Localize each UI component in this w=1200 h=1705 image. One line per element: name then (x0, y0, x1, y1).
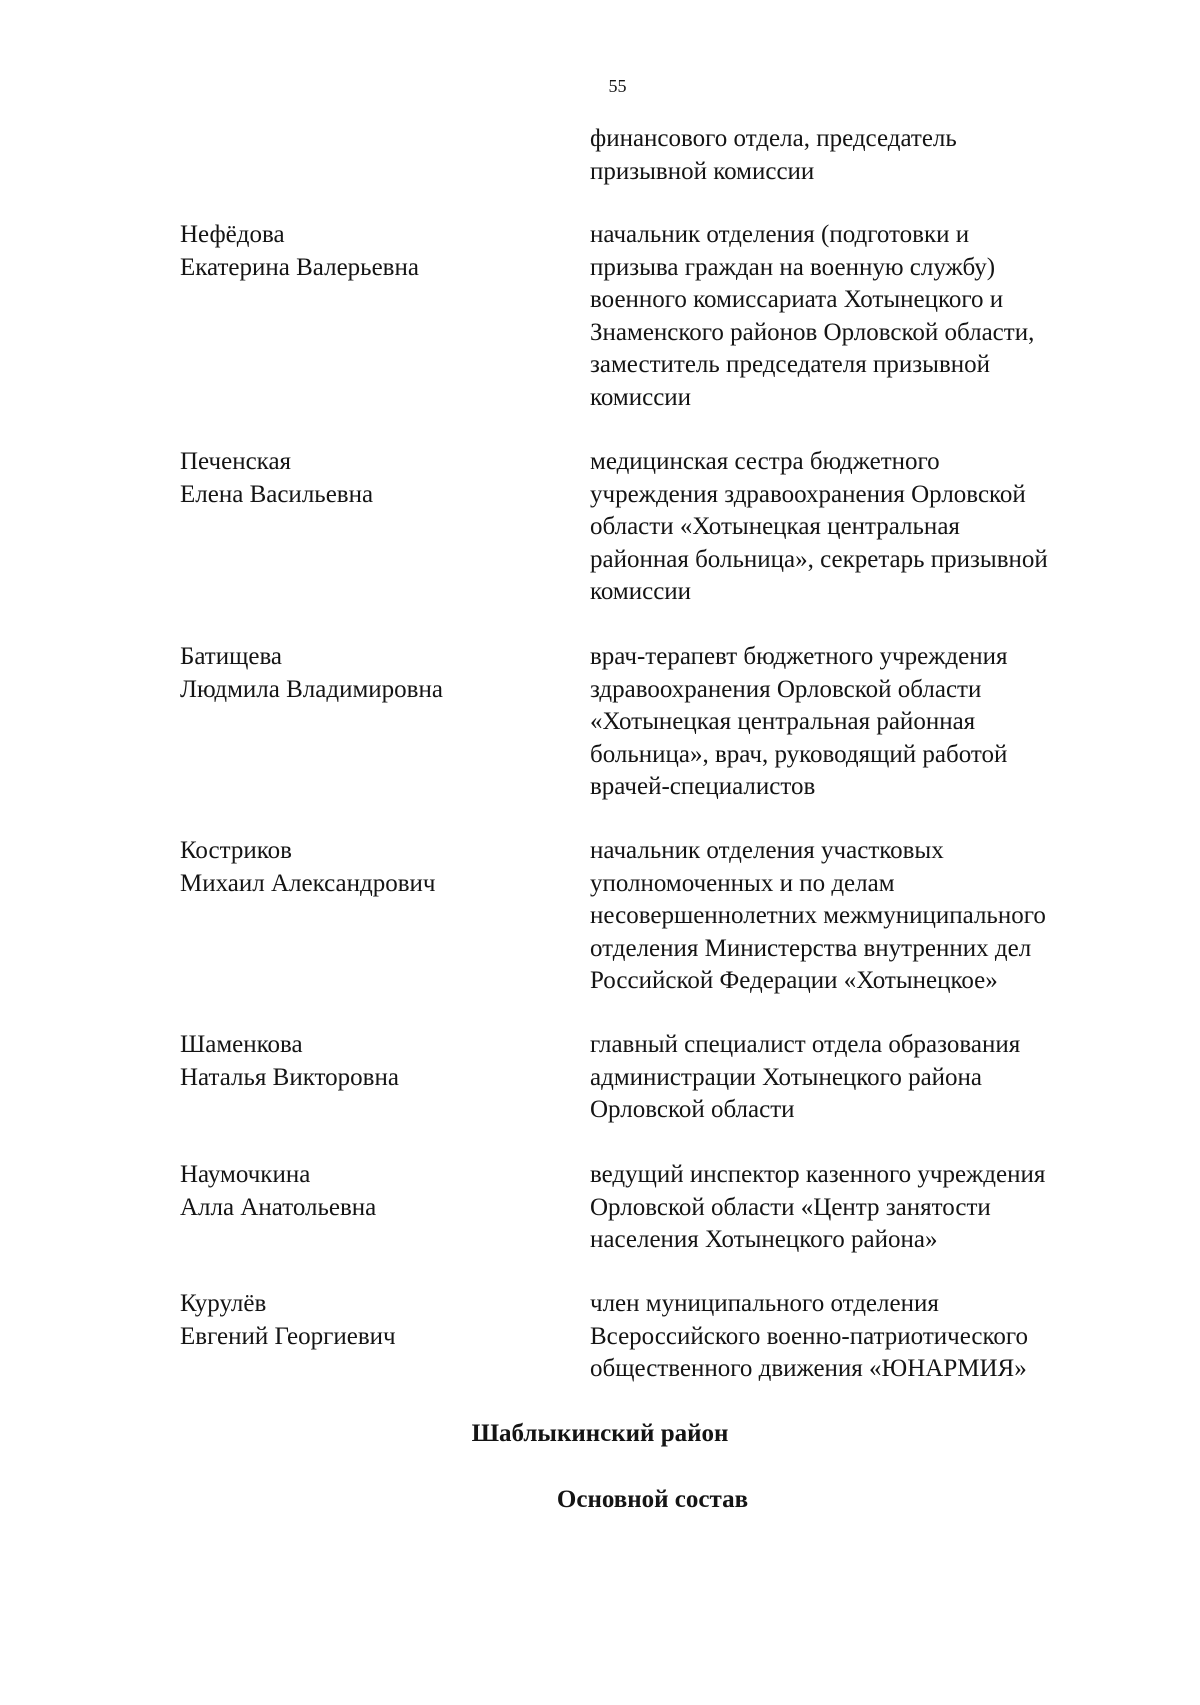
continued-role-text (590, 122, 1130, 188)
role-line: комиссии (590, 578, 692, 605)
role-line: член муниципального отделения (590, 1290, 939, 1317)
role-line: «Хотынецкая центральная районная (590, 708, 976, 735)
composition-heading: Основной состав (556, 1486, 749, 1513)
given-names: Наталья Викторовна (180, 1063, 399, 1091)
role-line: врачей-специалистов (590, 773, 816, 800)
member-role (590, 219, 1140, 414)
surname: Нефёдова (180, 221, 285, 248)
role-line: начальник отделения участковых (590, 837, 944, 864)
role-line: Всероссийского военно-патриотического (590, 1322, 1029, 1350)
role-line: больница», врач, руководящий работой (590, 740, 1008, 768)
role-line: финансового отдела, председатель (590, 125, 957, 152)
role-line: области «Хотынецкая центральная (590, 513, 960, 540)
given-names: Людмила Владимировна (180, 675, 443, 703)
role-line: здравоохранения Орловской области (590, 675, 982, 703)
role-line: призыва граждан на военную службу) (590, 253, 996, 281)
role-line: медицинская сестра бюджетного (590, 448, 940, 475)
member-name (180, 446, 560, 511)
role-line: отделения Министерства внутренних дел (590, 934, 1032, 962)
member-role (590, 1029, 1140, 1127)
member-role (590, 1288, 1140, 1386)
role-line: администрации Хотынецкого района (590, 1063, 983, 1091)
given-names: Алла Анатольевна (180, 1193, 377, 1221)
role-line: ведущий инспектор казенного учреждения (590, 1161, 1046, 1188)
surname: Наумочкина (180, 1161, 311, 1188)
role-line: несовершеннолетних межмуниципального (590, 902, 1046, 929)
role-line: военного комиссариата Хотынецкого и (590, 286, 1004, 313)
member-name (180, 1159, 560, 1224)
role-line: районная больница», секретарь призывной (590, 545, 1048, 573)
member-role (590, 835, 1140, 998)
role-line: уполномоченных и по делам (590, 869, 895, 897)
member-name (180, 835, 560, 900)
district-heading: Шаблыкинский район (471, 1420, 729, 1447)
member-role (590, 1159, 1140, 1257)
role-line: призывной комиссии (590, 158, 815, 185)
role-line: начальник отделения (подготовки и (590, 221, 970, 248)
given-names: Екатерина Валерьевна (180, 253, 419, 281)
page-number: 55 (608, 76, 627, 96)
member-name (180, 1029, 560, 1094)
member-name (180, 641, 560, 706)
member-name (180, 219, 560, 284)
surname: Шаменкова (180, 1031, 303, 1058)
surname: Батищева (180, 643, 283, 670)
role-line: населения Хотынецкого района» (590, 1226, 938, 1253)
role-line: общественного движения «ЮНАРМИЯ» (590, 1355, 1027, 1382)
surname: Костриков (180, 837, 292, 864)
role-line: Орловской области (590, 1096, 795, 1123)
given-names: Елена Васильевна (180, 480, 374, 508)
member-role (590, 641, 1140, 804)
role-line: Орловской области «Центр занятости (590, 1193, 991, 1221)
role-line: врач-терапевт бюджетного учреждения (590, 643, 1008, 670)
member-name (180, 1288, 560, 1353)
surname: Печенская (180, 448, 292, 475)
given-names: Михаил Александрович (180, 869, 436, 897)
role-line: главный специалист отдела образования (590, 1031, 1021, 1058)
role-line: заместитель председателя призывной (590, 351, 990, 378)
given-names: Евгений Георгиевич (180, 1322, 396, 1350)
surname: Курулёв (180, 1290, 267, 1317)
member-role (590, 446, 1140, 609)
role-line: комиссии (590, 383, 692, 411)
role-line: Российской Федерации «Хотынецкое» (590, 967, 998, 994)
role-line: Знаменского районов Орловской области, (590, 318, 1035, 346)
role-line: учреждения здравоохранения Орловской (590, 480, 1026, 508)
